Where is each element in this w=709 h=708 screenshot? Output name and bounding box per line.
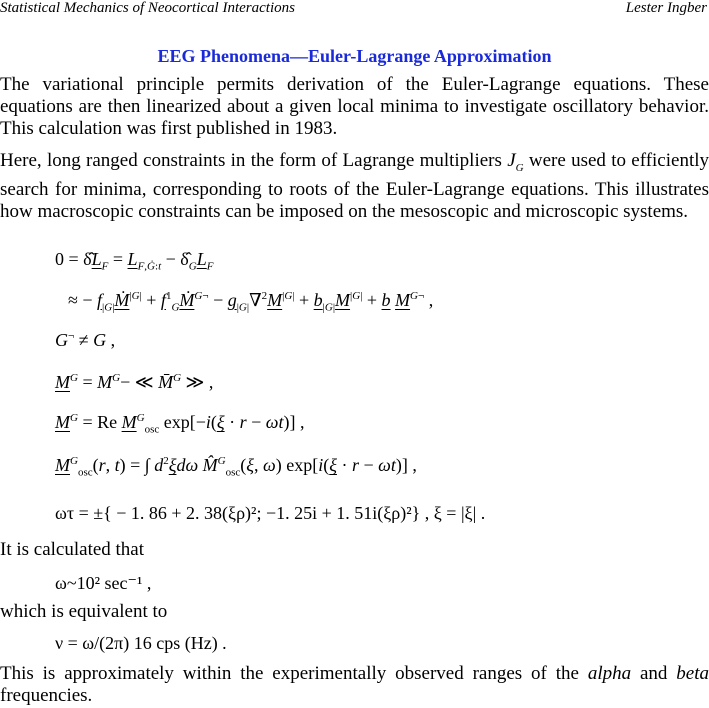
equation-2: ≈ − $f_{|G|}Ṁ^{|G|}$ + $f^1_GṀ^{G\neg} - g_{|G|}\nabla^2M^{|G|} + b_{|G|}M^{|G|} + b$ $M^{G\neg}$ , — [68, 290, 434, 314]
page-header — [0, 0, 709, 18]
equation-omega-tau: ωτ = ±{ − 1. 86 + 2. 38(ξρ)²; −1. 25i + 1. 51i(ξρ)²} , ξ = |ξ| . — [55, 503, 486, 523]
header-author: Lester Ingber — [625, 0, 707, 16]
text-calculated: It is calculated that — [0, 539, 145, 560]
equation-1: $0 = \deltâL_F = L_{F,Ġ:t}$ − $\deltâ_GL_F$ — [55, 249, 214, 273]
section-title: EEG Phenomena—Euler-Lagrange Approximation — [157, 46, 552, 66]
equation-6: $M^G_{osc}(r$, t) = ∫ $d^2\xi d\omega$ M̂$^G_{osc}$(ξ, ω) exp[i(ξ · r − ωt)] , — [55, 455, 417, 479]
beta-word: beta — [676, 663, 709, 684]
equation-3: G¬ ≠ G , — [55, 330, 116, 350]
equation-omega: ω~10² sec⁻¹ , — [55, 573, 152, 593]
equation-nu: ν = ω/(2π) 16 cps (Hz) . — [55, 633, 227, 653]
text-equivalent: which is equivalent to — [0, 601, 168, 622]
paragraph-variational: The variational principle permits derivation of the Euler-Lagrange equations. These equations are then linearized about a given local minima to investigate oscillatory behavior. This calculation was first published in 1983. — [0, 74, 709, 139]
equation-4: $M^G = M^G-$ ≪ M̄$^G$ ≫ , — [55, 372, 214, 392]
alpha-word: alpha — [587, 663, 632, 684]
paragraph-conclusion: This is approximately within the experimentally observed ranges of the alpha and beta frequencies. — [0, 663, 709, 706]
header-title: Statistical Mechanics of Neocortical Interactions — [0, 0, 295, 16]
paragraph-constraints: Here, long ranged constraints in the form of Lagrange multipliers $J_G$ were used to efficiently search for minima, corresponding to roots of the Euler-Lagrange equations. This illustrates how macroscopic constraints can be imposed on the mesoscopic and microscopic systems. — [0, 150, 709, 222]
equation-5: $M^G = Re$ $M^G_{osc}$ exp[−i(ξ · r − ωt)] , — [55, 412, 305, 436]
